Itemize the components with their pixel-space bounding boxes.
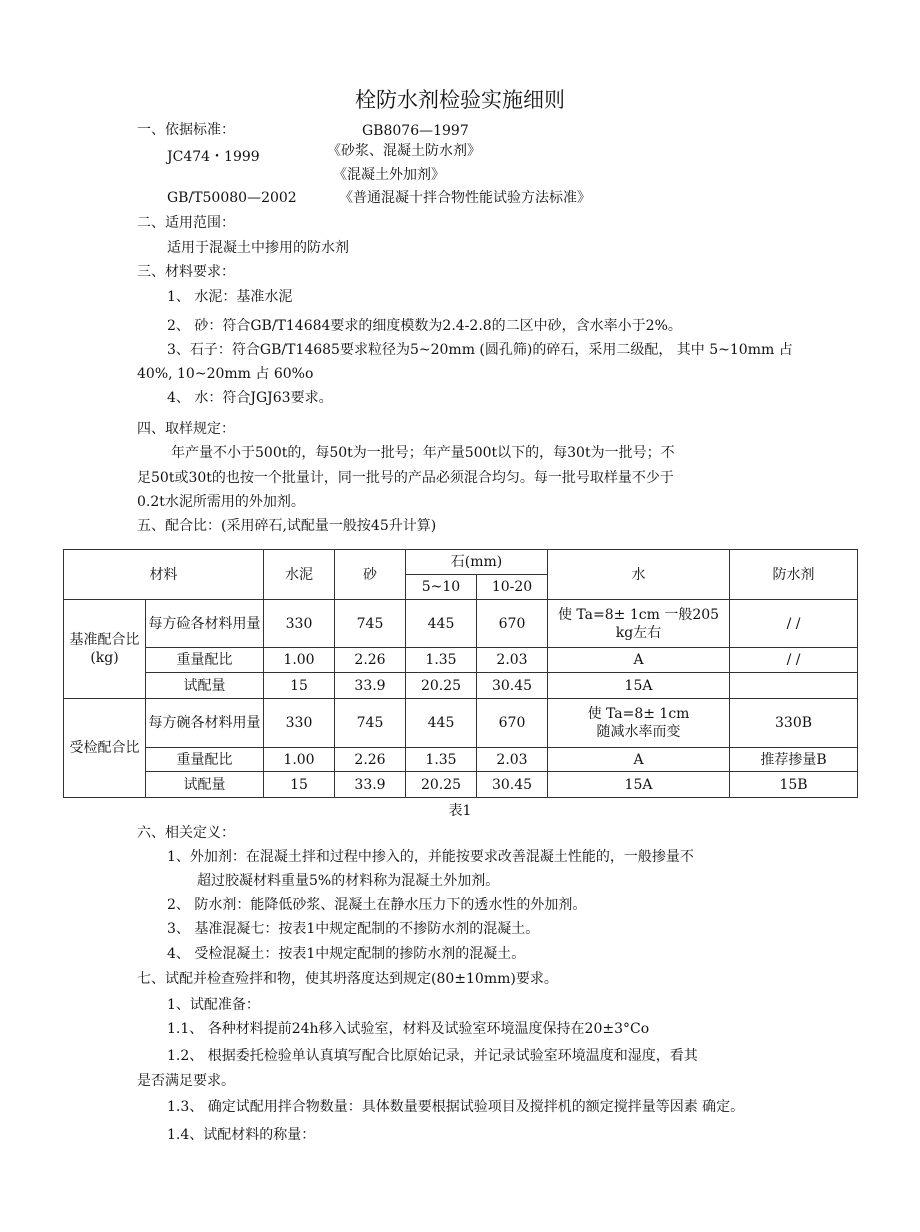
section-7-heading: 七、试配并检查殓拌和物，使其坍落度达到规定(80±10mm)要求。 xyxy=(137,971,558,987)
standard-3-code: GB/T50080—2002 xyxy=(167,190,297,206)
definition-1-line-2: 超过胶凝材料重量5%的材料称为混凝土外加剂。 xyxy=(197,873,500,889)
cell-stone-5-10: 20.25 xyxy=(406,772,477,798)
cell-water: 15A xyxy=(548,772,730,798)
prep-item-1-3: 1.3、 确定试配用拌合物数量：具体数量要根据试验项目及搅拌机的额定搅拌量等因素 确定。 xyxy=(167,1099,745,1115)
table-row xyxy=(64,600,858,648)
row-name: 重量配比 xyxy=(146,648,264,673)
mix-proportion-table xyxy=(63,549,858,798)
cell-stone-10-20: 30.45 xyxy=(477,772,548,798)
definition-4: 4、 受检混凝土：按表1中规定配制的掺防水剂的混凝土。 xyxy=(167,946,526,962)
cell-water-line-2: 随减水率而变 xyxy=(596,724,681,740)
cell-stone-5-10: 20.25 xyxy=(406,673,477,699)
material-item-1: 1、 水泥：基准水泥 xyxy=(167,289,293,305)
section-4-heading: 四、取样规定： xyxy=(137,421,235,437)
sampling-line-1: 年产量不小于500t的，每50t为一批号；年产量500t以下的，每30t为一批号；不 xyxy=(171,445,675,461)
header-cement: 水泥 xyxy=(264,550,335,600)
table-row xyxy=(64,648,858,673)
cell-water: 使 Ta=8± 1cm 一般205 kg左右 xyxy=(548,600,730,648)
sampling-line-2: 足50t或30t的也按一个批量计，同一批号的产品必须混合均匀。每一批号取样量不少于 xyxy=(137,470,674,486)
group-label-tested: 受检配合比 xyxy=(64,699,146,798)
definition-1-line-1: 1、外加剂：在混凝土拌和过程中掺入的，并能按要求改善混凝土性能的，一般掺量不 xyxy=(167,849,694,865)
standard-3-name: 《普通混凝十拌合物性能试验方法标准》 xyxy=(339,190,591,206)
cell-stone-10-20: 2.03 xyxy=(477,648,548,673)
standard-1-name: 《混凝土外加剂》 xyxy=(333,167,445,183)
cell-sand: 2.26 xyxy=(335,748,406,772)
prep-item-1-2-line-2: 是否满足要求。 xyxy=(137,1073,235,1089)
header-sand: 砂 xyxy=(335,550,406,600)
header-stone: 石(mm) xyxy=(406,550,548,575)
cell-water-line-1: 使 Ta=8± 1cm xyxy=(587,706,690,722)
cell-water xyxy=(548,699,730,748)
cell-agent: 推荐掺量B xyxy=(730,748,858,772)
section-2-heading: 二、适用范围： xyxy=(137,215,235,231)
cell-stone-10-20: 2.03 xyxy=(477,748,548,772)
definition-2: 2、 防水剂：能降低砂浆、混凝土在静水压力下的透水性的外加剂。 xyxy=(167,897,587,913)
cell-cement: 15 xyxy=(264,673,335,699)
row-name: 每方硷各材料用量 xyxy=(146,600,264,648)
section-6-heading: 六、相关定义： xyxy=(137,825,235,841)
sub-heading-1: 1、试配准备： xyxy=(167,997,260,1013)
cell-agent: 15B xyxy=(730,772,858,798)
cell-agent: / / xyxy=(730,600,858,648)
section-1-heading: 一、依据标准： xyxy=(137,122,235,138)
cell-cement: 1.00 xyxy=(264,648,335,673)
definition-3: 3、 基准混凝七：按表1中规定配制的不掺防水剂的混凝土。 xyxy=(167,921,540,937)
header-stone-10-20: 10-20 xyxy=(477,575,548,600)
table-row xyxy=(64,748,858,772)
row-name: 试配量 xyxy=(146,673,264,699)
sampling-line-3: 0.2t水泥所需用的外加剂。 xyxy=(137,494,305,510)
table-row xyxy=(64,699,858,748)
cell-agent: / / xyxy=(730,648,858,673)
cell-sand: 745 xyxy=(335,699,406,748)
material-item-3-line-1: 3、石子：符合GB/T14685要求粒径为5~20mm (圆孔筛)的碎石，采用二级配， 其中 5~10mm 占 xyxy=(167,342,793,358)
cell-cement: 1.00 xyxy=(264,748,335,772)
standard-2-code: JC474・1999 xyxy=(167,149,260,165)
row-name: 试配量 xyxy=(146,772,264,798)
cell-water: 15A xyxy=(548,673,730,699)
cell-water: A xyxy=(548,648,730,673)
section-2-body: 适用于混凝土中掺用的防水剂 xyxy=(167,240,349,256)
page-title: 栓防水剂检验实施细则 xyxy=(355,88,565,112)
prep-item-1-1: 1.1、 各种材料提前24h移入试验室，材料及试验室环境温度保持在20±3°Co xyxy=(167,1021,650,1037)
cell-stone-10-20: 670 xyxy=(477,699,548,748)
header-material: 材料 xyxy=(64,550,264,600)
cell-stone-10-20: 30.45 xyxy=(477,673,548,699)
cell-sand: 745 xyxy=(335,600,406,648)
cell-stone-5-10: 1.35 xyxy=(406,648,477,673)
row-name: 重量配比 xyxy=(146,748,264,772)
standard-1-code: GB8076—1997 xyxy=(362,123,469,139)
cell-stone-10-20: 670 xyxy=(477,600,548,648)
cell-cement: 330 xyxy=(264,699,335,748)
cell-sand: 2.26 xyxy=(335,648,406,673)
row-name: 每方碗各材料用量 xyxy=(146,699,264,748)
table-row xyxy=(64,673,858,699)
material-item-2: 2、 砂：符合GB/T14684要求的细度模数为2.4-2.8的二区中砂，含水率小于2%。 xyxy=(167,318,682,334)
group-label-reference: 基准配合比(kg) xyxy=(64,600,146,699)
header-agent: 防水剂 xyxy=(730,550,858,600)
header-stone-5-10: 5~10 xyxy=(406,575,477,600)
cell-stone-5-10: 445 xyxy=(406,699,477,748)
cell-agent xyxy=(730,673,858,699)
section-5-heading: 五、配合比：(采用碎石,试配量一般按45升计算) xyxy=(137,518,437,534)
header-water: 水 xyxy=(548,550,730,600)
standard-2-name: 《砂浆、混凝土防水剂》 xyxy=(327,143,481,159)
table-row xyxy=(64,772,858,798)
cell-sand: 33.9 xyxy=(335,673,406,699)
cell-stone-5-10: 1.35 xyxy=(406,748,477,772)
prep-item-1-2-line-1: 1.2、 根据委托检验单认真填写配合比原始记录，并记录试验室环境温度和湿度，看其 xyxy=(167,1048,698,1064)
cell-cement: 15 xyxy=(264,772,335,798)
prep-item-1-4: 1.4、试配材料的称量： xyxy=(167,1127,316,1143)
cell-stone-5-10: 445 xyxy=(406,600,477,648)
material-item-4: 4、 水：符合JGJ63要求。 xyxy=(167,390,333,406)
cell-agent: 330B xyxy=(730,699,858,748)
cell-sand: 33.9 xyxy=(335,772,406,798)
cell-cement: 330 xyxy=(264,600,335,648)
table-caption: 表1 xyxy=(448,803,472,819)
section-3-heading: 三、材料要求： xyxy=(137,264,235,280)
material-item-3-line-2: 40%, 10~20mm 占 60%o xyxy=(137,366,314,382)
cell-water: A xyxy=(548,748,730,772)
